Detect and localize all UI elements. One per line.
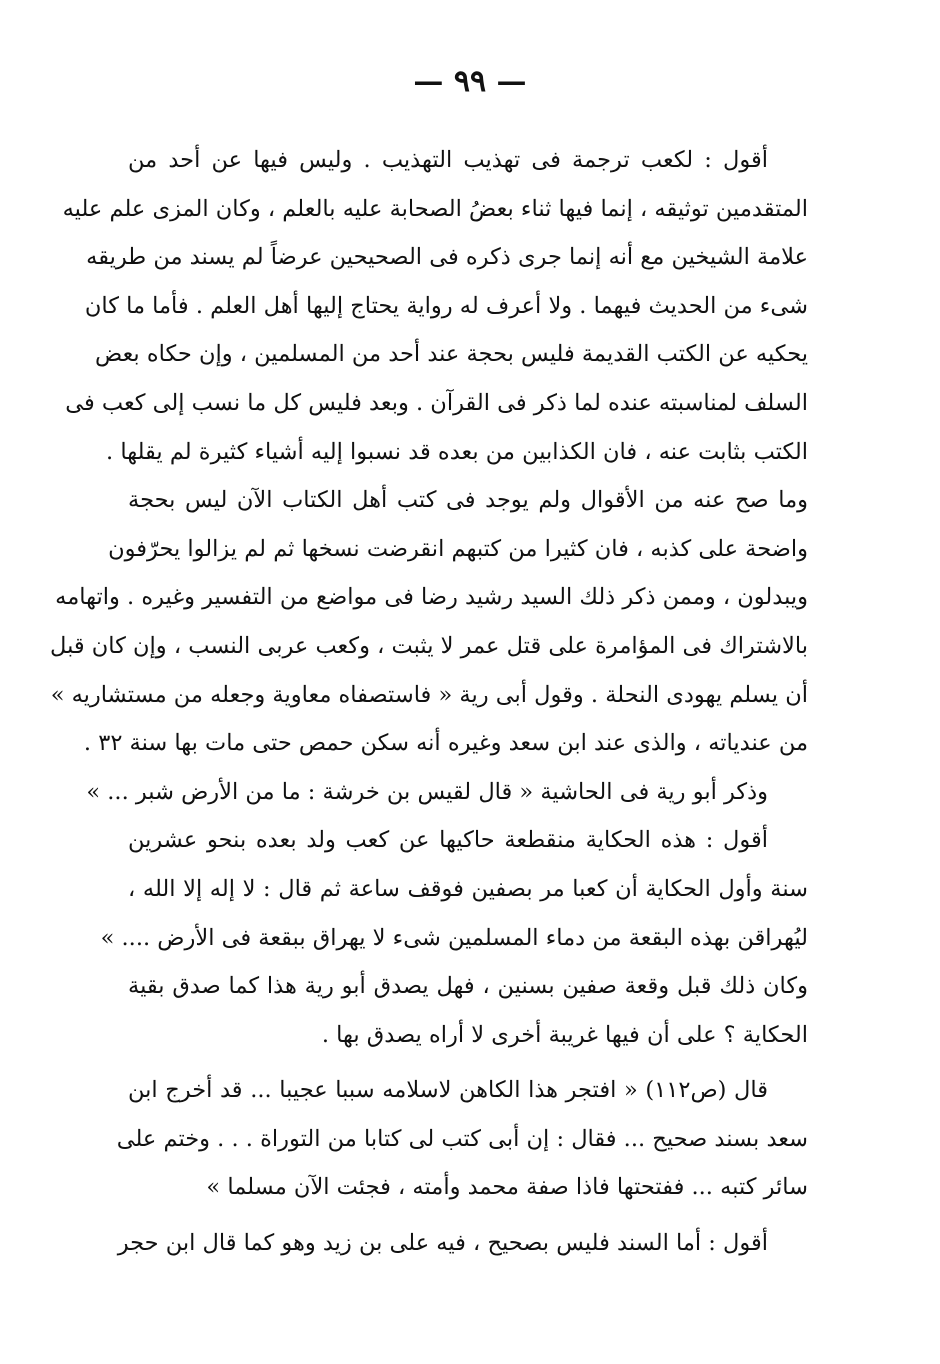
text-line: ليُهراقن بهذه البقعة من دماء المسلمين شىء لا يهراق ببقعة فى الأرض .... » bbox=[100, 924, 808, 951]
text-line: أقول : لكعب ترجمة فى تهذيب التهذيب . وليس فيها عن أحد من bbox=[128, 147, 768, 173]
text-line: أقول : أما السند فليس بصحيح ، فيه على بن زيد وهو كما قال ابن حجر bbox=[117, 1230, 768, 1257]
text-line: ويبدلون ، وممن ذكر ذلك السيد رشيد رضا فى مواضع من التفسير وغيره . واتهامه bbox=[55, 584, 808, 611]
text-line: سائر كتبه ... ففتحتها فاذا صفة محمد وأمته ، فجئت الآن مسلما » bbox=[206, 1174, 808, 1201]
text-line: أقول : هذه الحكاية منقطعة حاكيها عن كعب ولد بعده بنحو عشرين bbox=[128, 827, 768, 854]
text-line: واضحة على كذبه ، فان كثيرا من كتبهم انقرضت نسخها ثم لم يزالوا يحرّفون bbox=[108, 535, 808, 562]
text-line: المتقدمين توثيقه ، إنما فيها ثناء بعضُ الصحابة عليه بالعلم ، وكان المزى علم عليه bbox=[62, 195, 808, 222]
text-line: وذكر أبو رية فى الحاشية « قال لقيس بن خرشة : ما من الأرض شبر ... » bbox=[86, 778, 768, 805]
text-line: من عندياته ، والذى عند ابن سعد وغيره أنه سكن حمص حتى مات بها سنة ٣٢ . bbox=[83, 730, 808, 757]
text-line: قال (ص١١٢) « افتجر هذا الكاهن لاسلامه سببا عجيبا ... قد أخرج ابن bbox=[128, 1077, 769, 1104]
text-line: السلف لمناسبته عنده لما ذكر فى القرآن . وبعد فليس كل ما نسب إلى كعب فى bbox=[65, 389, 808, 416]
text-line: شىء من الحديث فيهما . ولا أعرف له رواية يحتاج إليها أهل العلم . فأما ما كان bbox=[84, 292, 808, 319]
text-line: وما صح عنه من الأقوال ولم يوجد فى كتب أهل الكتاب الآن ليس بحجة bbox=[128, 487, 808, 514]
text-line: علامة الشيخين مع أنه إنما جرى ذكره فى الصحيحين عرضاً لم يسند من طريقه bbox=[86, 244, 808, 271]
text-line: يحكيه عن الكتب القديمة فليس بحجة عند أحد من المسلمين ، وإن حكاه بعض bbox=[95, 341, 808, 368]
text-line: وكان ذلك قبل وقعة صفين بسنين ، فهل يصدق أبو رية هذا كما صدق بقية bbox=[128, 973, 808, 1000]
paragraph-gap bbox=[128, 1059, 808, 1066]
text-line: الكتب بثابت عنه ، فان الكذابين من بعده قد نسبوا إليه أشياء كثيرة لم يقلها . bbox=[106, 438, 808, 465]
text-line: سنة وأول الحكاية أن كعبا مر بصفين فوقف ساعة ثم قال : لا إله إلا الله ، bbox=[128, 875, 808, 902]
page-number: — ٩٩ — bbox=[413, 64, 527, 99]
text-line: الحكاية ؟ على أن فيها غريبة أخرى لا أراه يصدق بها . bbox=[321, 1021, 808, 1048]
page-body-text bbox=[50, 136, 808, 1268]
text-line: بالاشتراك فى المؤامرة على قتل عمر لا يثبت ، وكعب عربى النسب ، وإن كان قبل bbox=[50, 632, 808, 659]
text-line: أن يسلم يهودى النحلة . وقول أبى رية « فاستصفاه معاوية وجعله من مستشاريه » bbox=[50, 681, 808, 708]
text-line: سعد بسند صحيح ... فقال : إن أبى كتب لى كتابا من التوراة . . . وختم على bbox=[116, 1125, 808, 1152]
paragraph-gap bbox=[128, 1212, 808, 1219]
